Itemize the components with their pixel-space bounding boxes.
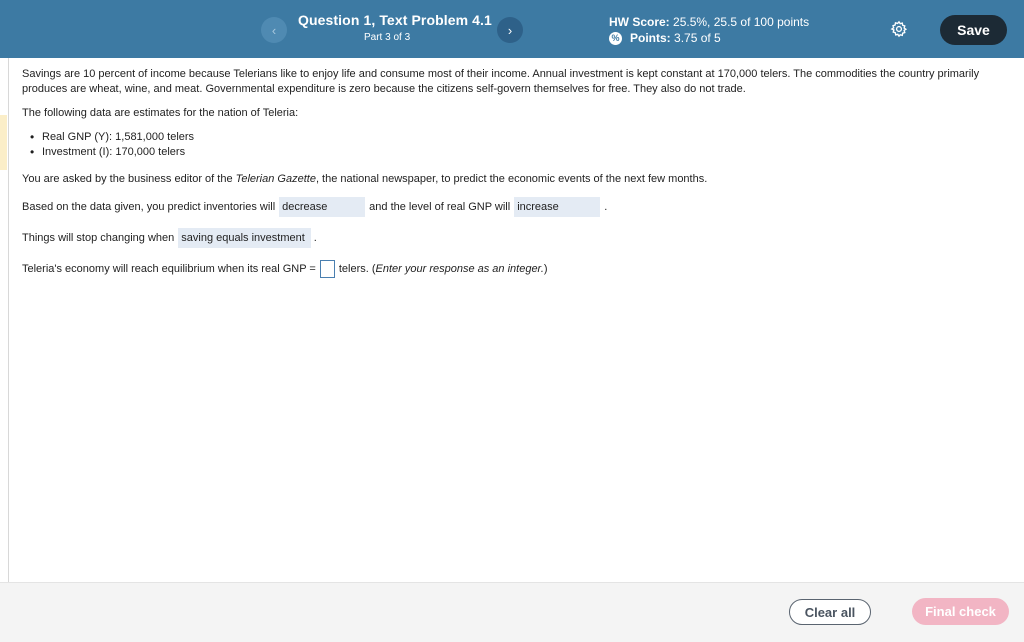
- next-question-button[interactable]: [497, 17, 523, 43]
- left-divider: [8, 58, 9, 582]
- list-item: • Investment (I): 170,000 telers: [42, 145, 1012, 160]
- clear-all-button[interactable]: Clear all: [789, 599, 871, 625]
- top-bar: [0, 0, 1024, 58]
- final-check-button[interactable]: Final check: [912, 598, 1009, 625]
- q1-suffix: .: [604, 200, 608, 213]
- q2-suffix: .: [313, 231, 317, 244]
- save-button[interactable]: Save: [940, 15, 1007, 45]
- question-part: Part 3 of 3: [364, 32, 411, 43]
- chevron-left-icon: ‹: [271, 22, 277, 38]
- q3-prefix: Teleria's economy will reach equilibrium when its real GNP =: [22, 262, 316, 275]
- data-list: [22, 130, 1012, 160]
- editor-text-pre: You are asked by the business editor of the: [22, 173, 236, 185]
- hw-score: [609, 15, 809, 29]
- q1-prefix: Based on the data given, you predict inventories will: [22, 200, 276, 213]
- question-title: Question 1, Text Problem 4.1: [298, 12, 492, 28]
- gear-icon[interactable]: [890, 20, 908, 38]
- q3-suffix: telers. (: [338, 262, 376, 275]
- q3-close: ): [543, 262, 548, 275]
- editor-statement: [22, 172, 1012, 187]
- equilibrium-gnp-input[interactable]: [320, 260, 335, 278]
- chevron-right-icon: ›: [507, 22, 513, 38]
- points: [609, 31, 721, 45]
- q3-instruction: Enter your response as an integer.: [375, 262, 544, 275]
- footer-bar: [0, 582, 1024, 642]
- stop-condition-dropdown[interactable]: saving equals investment: [178, 228, 311, 248]
- points-label: Points:: [630, 31, 671, 45]
- data-intro: The following data are estimates for the nation of Teleria:: [22, 107, 299, 119]
- newspaper-name: Telerian Gazette: [235, 173, 316, 185]
- q2-prefix: Things will stop changing when: [22, 231, 175, 244]
- hw-score-label: HW Score:: [609, 15, 670, 29]
- gnp-answer-dropdown[interactable]: increase: [514, 197, 600, 217]
- left-accent-bar: [0, 115, 7, 170]
- list-item: • Real GNP (Y): 1,581,000 telers: [42, 130, 1012, 145]
- question-inventories: [22, 197, 1012, 217]
- inventories-answer-dropdown[interactable]: decrease: [279, 197, 365, 217]
- hw-score-value: 25.5%, 25.5 of 100 points: [673, 15, 810, 29]
- previous-question-button[interactable]: [261, 17, 287, 43]
- percent-icon: %: [609, 32, 622, 45]
- question-stop-changing: [22, 228, 1012, 248]
- editor-text-post: , the national newspaper, to predict the economic events of the next few months.: [315, 173, 708, 185]
- q1-middle: and the level of real GNP will: [369, 200, 511, 213]
- question-content: [22, 67, 1012, 279]
- question-equilibrium: [22, 259, 1012, 279]
- points-value: 3.75 of 5: [674, 31, 721, 45]
- problem-intro: Savings are 10 percent of income because Telerians like to enjoy life and consume most of their income. Annual investment is kept constant at 170,000 telers. The commodities the country primarily produces are wheat, wine, and meat. Governmental expenditure is zero because the citizens self-govern themselves for free. They also do not trade.: [22, 68, 980, 95]
